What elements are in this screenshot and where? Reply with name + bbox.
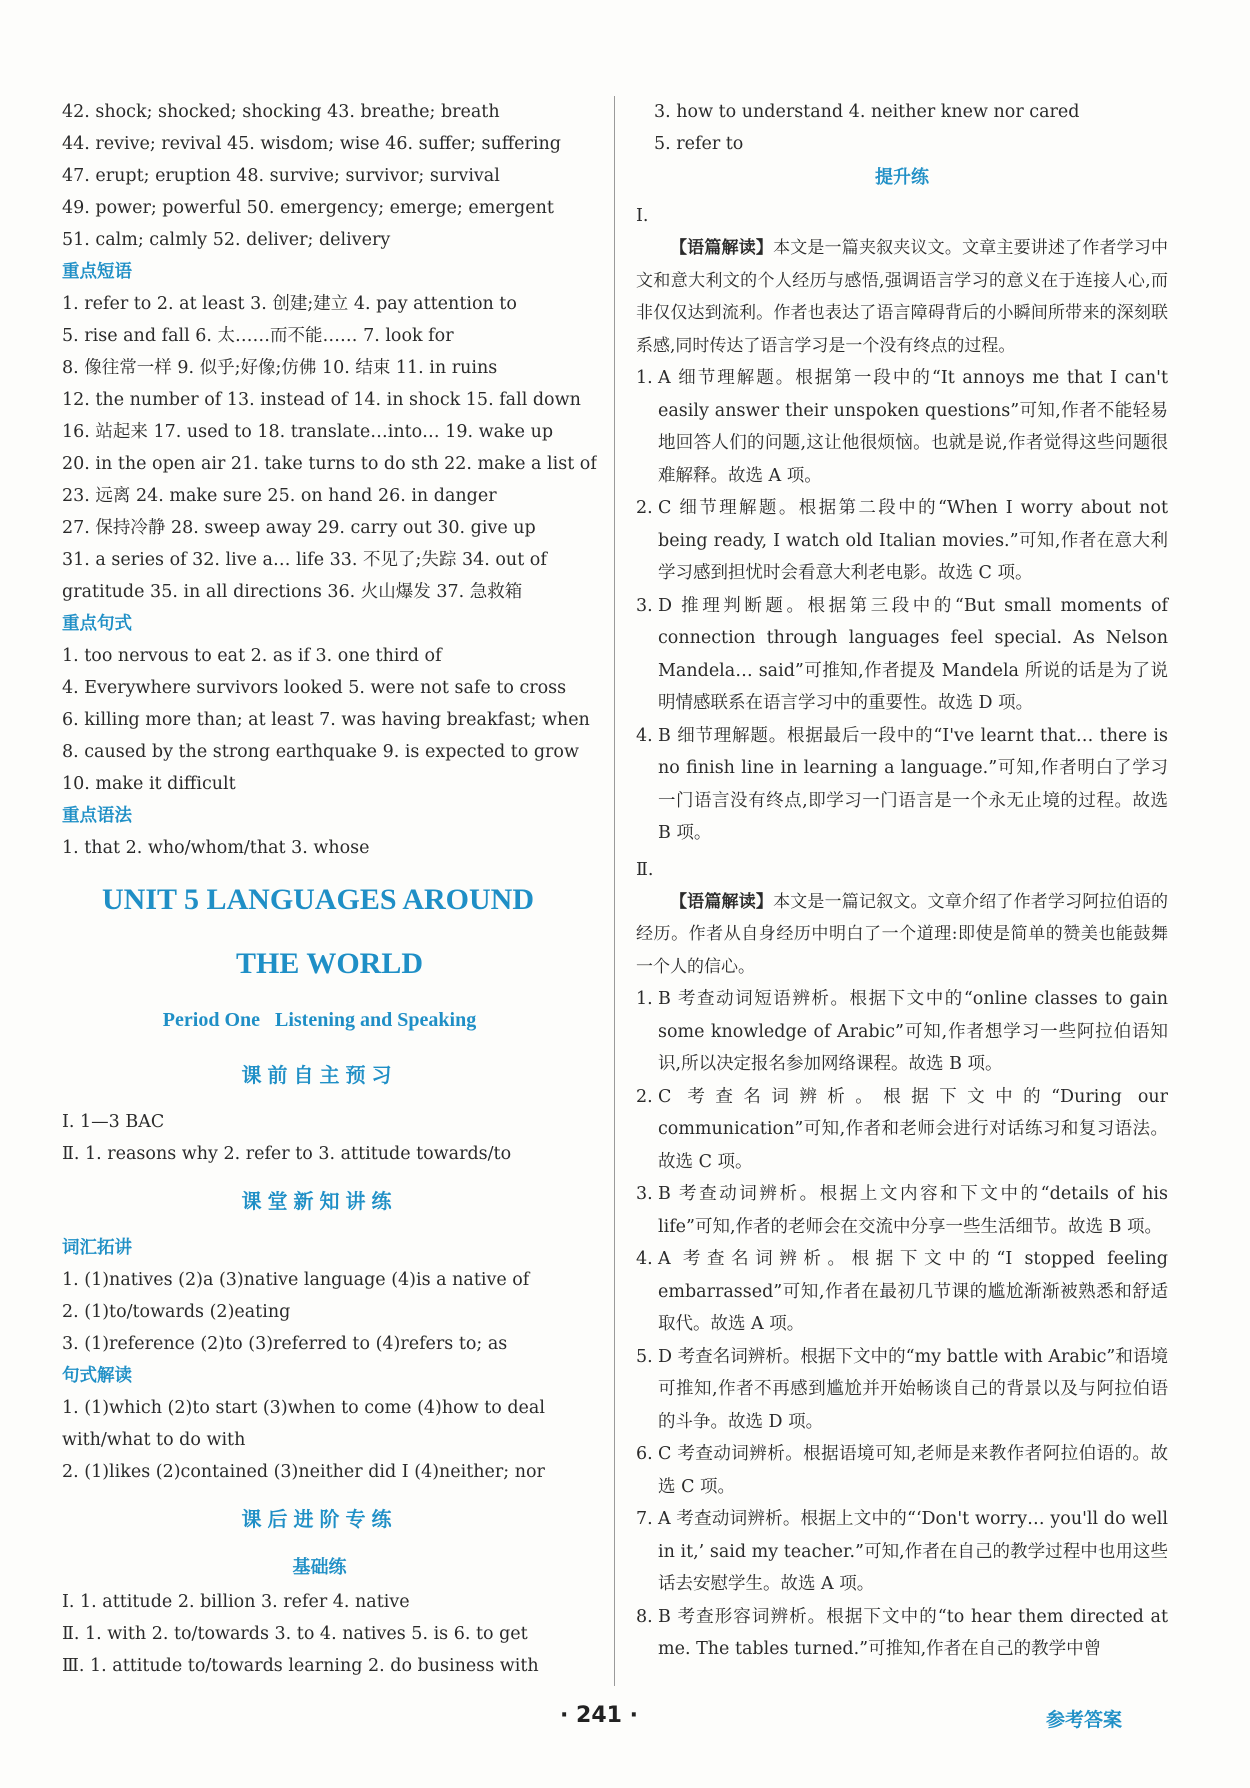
question-number: 4.	[636, 725, 653, 746]
vocab-ext-answers	[62, 1264, 597, 1360]
basic-practice-heading: 基础练	[292, 1557, 347, 1578]
sentence-analysis-line: 1. (1)which (2)to start (3)when to come (4)how to deal	[62, 1398, 545, 1418]
sentence-analysis-heading: 句式解读	[62, 1366, 132, 1386]
basic-answer-line: Ⅲ. 1. attitude to/towards learning 2. do business with	[62, 1656, 539, 1676]
vocab-ext-answer-line: 1. (1)natives (2)a (3)native language (4)is a native of	[62, 1270, 530, 1290]
answer-explanation: C 细节理解题。根据第二段中的“When I worry about not being ready, I watch old Italian movies.”可知,作者在意大利学习感到担忧时会看意大利老电影。故选 C 项。	[658, 498, 1168, 583]
answer-explanation: D 推理判断题。根据第三段中的“But small moments of connection through languages feel special. As Nelson Mandela… said”可推知,作者提及 Mandela 所说的话是为了说明情感联系在语言学习中的重要性。故选 D 项。	[658, 595, 1168, 713]
vocab-ext-answer-line: 3. (1)reference (2)to (3)referred to (4)refers to; as	[62, 1334, 508, 1354]
part2-answer-item	[636, 1503, 1168, 1601]
preview-answer-line: Ⅰ. 1—3 BAC	[62, 1112, 165, 1132]
part2-passage	[636, 886, 1168, 984]
part2-answer-item	[636, 1601, 1168, 1666]
phrase-answer-line: 27. 保持冷静 28. sweep away 29. carry out 30. give up	[62, 518, 536, 538]
question-number: 2.	[636, 1086, 653, 1107]
vocab-answer-line: 44. revive; revival 45. wisdom; wise 46. suffer; suffering	[62, 134, 561, 154]
part1-passage	[636, 232, 1168, 362]
column-divider	[614, 96, 615, 1686]
continued-answer-line: 5. refer to	[654, 134, 744, 154]
grammar-heading: 重点语法	[62, 806, 132, 826]
answer-explanation: C 考查名词辨析。根据下文中的“During our communication”可知,作者和老师会进行对话练习和复习语法。故选 C 项。	[658, 1086, 1168, 1172]
answer-explanation: B 考查动词辨析。根据上文内容和下文中的“details of his life”可知,作者的老师会在交流中分享一些生活细节。故选 B 项。	[658, 1184, 1168, 1237]
question-number: 8.	[636, 1606, 653, 1627]
answer-explanation: B 考查动词短语辨析。根据下文中的“online classes to gain some knowledge of Arabic”可知,作者想学习一些阿拉伯语知识,所以决定报名参加网络课程。故选 B 项。	[658, 989, 1168, 1074]
part1-answer-item	[636, 720, 1168, 850]
sentences-list	[62, 640, 597, 800]
vocab-answer-line: 42. shock; shocked; shocking 43. breathe; breath	[62, 102, 500, 122]
continued-answer-line: 3. how to understand 4. neither knew nor cared	[654, 102, 1080, 122]
answer-explanation: A 细节理解题。根据第一段中的“It annoys me that I can't easily answer their unspoken questions”可知,作者不能轻易地回答人们的问题,这让他很烦恼。也就是说,作者觉得这些问题很难解释。故选 A 项。	[658, 368, 1168, 486]
phrases-list	[62, 288, 597, 608]
vocab-ext-heading: 词汇拓讲	[62, 1238, 132, 1258]
phrase-answer-line: 20. in the open air 21. take turns to do sth 22. make a list of	[62, 454, 597, 474]
period-title: Period One Listening and Speaking	[162, 1009, 477, 1031]
sentence-analysis-answers	[62, 1392, 597, 1488]
part2-answer-item	[636, 1243, 1168, 1341]
part1-answer-item	[636, 362, 1168, 492]
sentence-answer-line: 4. Everywhere survivors looked 5. were not safe to cross	[62, 678, 567, 698]
left-column	[62, 96, 597, 1682]
question-number: 1.	[636, 368, 653, 388]
question-number: 5.	[636, 1346, 653, 1367]
page-number: · 241 ·	[560, 1703, 638, 1728]
vocab-answer-line: 51. calm; calmly 52. deliver; delivery	[62, 230, 391, 250]
phrases-heading: 重点短语	[62, 262, 132, 282]
question-number: 3.	[636, 1184, 653, 1204]
part2-label: Ⅱ.	[636, 859, 654, 880]
part2-answer-item	[636, 1178, 1168, 1243]
phrase-answer-line: 31. a series of 32. live a… life 33. 不见了;失踪 34. out of	[62, 550, 547, 570]
advanced-practice-heading: 提升练	[875, 167, 929, 188]
part2-answer-item	[636, 1081, 1168, 1179]
phrase-answer-line: 8. 像往常一样 9. 似乎;好像;仿佛 10. 结束 11. in ruins	[62, 358, 498, 378]
vocab-list	[62, 96, 597, 256]
preview-heading: 课前自主预习	[241, 1063, 398, 1087]
question-number: 6.	[636, 1444, 653, 1464]
phrase-answer-line: gratitude 35. in all directions 36. 火山爆发 37. 急救箱	[62, 582, 523, 602]
basic-answer-line: Ⅰ. 1. attitude 2. billion 3. refer 4. native	[62, 1592, 410, 1612]
phrase-answer-line: 23. 远离 24. make sure 25. on hand 26. in danger	[62, 486, 497, 506]
sentence-answer-line: 8. caused by the strong earthquake 9. is expected to grow	[62, 742, 579, 762]
part1-label: Ⅰ.	[636, 206, 649, 226]
vocab-answer-line: 49. power; powerful 50. emergency; emerge; emergent	[62, 198, 554, 218]
part1-answers	[636, 362, 1168, 850]
part1-tag: 【语篇解读】	[670, 238, 774, 258]
question-number: 1.	[636, 989, 653, 1009]
basic-answer-line: Ⅱ. 1. with 2. to/towards 3. to 4. natives 5. is 6. to get	[62, 1624, 528, 1644]
phrase-answer-line: 12. the number of 13. instead of 14. in shock 15. fall down	[62, 390, 581, 410]
right-column	[636, 96, 1168, 1666]
question-number: 2.	[636, 498, 653, 518]
preview-answers	[62, 1106, 597, 1170]
question-number: 4.	[636, 1249, 653, 1269]
answer-explanation: B 考查形容词辨析。根据下文中的“to hear them directed at me. The tables turned.”可推知,作者在自己的教学中曾	[658, 1606, 1168, 1659]
phrase-answer-line: 16. 站起来 17. used to 18. translate…into… 19. wake up	[62, 422, 554, 442]
part2-answer-item	[636, 983, 1168, 1081]
phrase-answer-line: 5. rise and fall 6. 太……而不能…… 7. look for	[62, 326, 454, 346]
part2-answers	[636, 983, 1168, 1666]
answer-explanation: A 考查名词辨析。根据下文中的“I stopped feeling embarrassed”可知,作者在最初几节课的尴尬渐渐被熟悉和舒适取代。故选 A 项。	[658, 1249, 1168, 1334]
part2-answer-item	[636, 1438, 1168, 1503]
grammar-list	[62, 832, 597, 864]
unit-title: UNIT 5 LANGUAGES AROUND	[102, 883, 535, 916]
sentence-answer-line: 6. killing more than; at least 7. was having breakfast; when	[62, 710, 590, 730]
class-heading: 课堂新知讲练	[241, 1189, 398, 1213]
sentence-analysis-line: with/what to do with	[62, 1430, 246, 1450]
answer-explanation: D 考查名词辨析。根据下文中的“my battle with Arabic”和语境可推知,作者不再感到尴尬并开始畅谈自己的背景以及与阿拉伯语的斗争。故选 D 项。	[658, 1346, 1168, 1432]
vocab-answer-line: 47. erupt; eruption 48. survive; survivor; survival	[62, 166, 500, 186]
part1-answer-item	[636, 590, 1168, 720]
part2-tag: 【语篇解读】	[670, 891, 774, 912]
part1-passage-text: 本文是一篇夹叙夹议文。文章主要讲述了作者学习中文和意大利文的个人经历与感悟,强调语言学习的意义在于连接人心,而非仅仅达到流利。作者也表达了语言障碍背后的小瞬间所带来的深刻联系感,同时传达了语言学习是一个没有终点的过程。	[636, 238, 1169, 356]
preview-answer-line: Ⅱ. 1. reasons why 2. refer to 3. attitude towards/to	[62, 1144, 512, 1164]
unit-title-cont: THE WORLD	[236, 947, 423, 980]
sentence-answer-line: 10. make it difficult	[62, 774, 236, 794]
part2-passage-text: 本文是一篇记叙文。文章介绍了作者学习阿拉伯语的经历。作者从自身经历中明白了一个道理:即使是简单的赞美也能鼓舞一个人的信心。	[636, 891, 1169, 977]
sentences-heading: 重点句式	[62, 614, 132, 634]
sentence-answer-line: 1. too nervous to eat 2. as if 3. one third of	[62, 646, 442, 666]
question-number: 3.	[636, 595, 653, 616]
answer-explanation: A 考查动词辨析。根据上文中的“‘Don't worry… you'll do well in it,’ said my teacher.”可知,作者在自己的教学过程中也用这些话去安慰学生。故选 A 项。	[658, 1509, 1168, 1594]
grammar-answer-line: 1. that 2. who/whom/that 3. whose	[62, 838, 370, 858]
after-class-heading: 课后进阶专练	[241, 1507, 398, 1531]
basic-practice-answers	[62, 1586, 597, 1682]
part2-answer-item	[636, 1341, 1168, 1439]
section-label: 参考答案	[1046, 1709, 1123, 1731]
phrase-answer-line: 1. refer to 2. at least 3. 创建;建立 4. pay attention to	[62, 294, 517, 314]
answer-explanation: C 考查动词辨析。根据语境可知,老师是来教作者阿拉伯语的。故选 C 项。	[658, 1444, 1168, 1497]
part1-answer-item	[636, 492, 1168, 590]
answer-explanation: B 细节理解题。根据最后一段中的“I've learnt that… there is no finish line in learning a language.”可知,作者明白了学习一门语言没有终点,即学习一门语言是一个永无止境的过程。故选 B 项。	[658, 725, 1168, 843]
question-number: 7.	[636, 1509, 653, 1529]
vocab-ext-answer-line: 2. (1)to/towards (2)eating	[62, 1302, 291, 1322]
continued-answers	[636, 96, 1168, 160]
sentence-analysis-line: 2. (1)likes (2)contained (3)neither did I (4)neither; nor	[62, 1462, 545, 1482]
